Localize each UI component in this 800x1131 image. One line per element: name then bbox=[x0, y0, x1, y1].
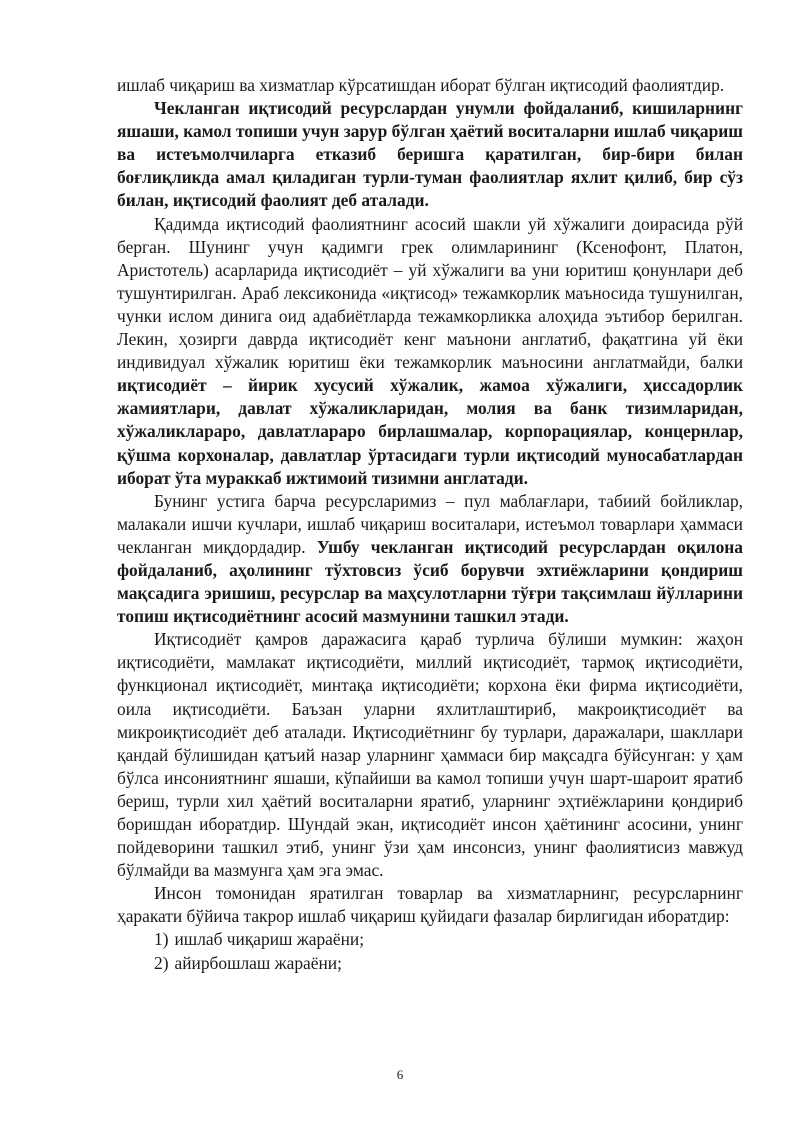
list-item bbox=[117, 952, 743, 975]
paragraph bbox=[117, 882, 743, 928]
bold-text-run: Ушбу чекланган иқтисодий ресурслардан оқилона фойдаланиб, аҳолининг тўхтовсиз ўсиб борувчи эхтиёжларини қондириш мақсадига эришиш, ресурслар ва маҳсулотларни тўғри тақсимлаш йўлларини топиш иқтисодиётнинг асосий мазмунини ташкил этади. bbox=[117, 536, 744, 627]
paragraph bbox=[117, 97, 743, 212]
text-run: Иқтисодиёт қамров даражасига қараб турлича бўлиши мумкин: жаҳон иқтисодиёти, мамлакат иқтисодиёти, миллий иқтисодиёт, тармоқ иқтисодиёти, функционал иқтисодиёт, минтақа иқтисодиёти; корхона ёки фирма иқтисодиёти, оила иқтисодиёти. Баъзан уларни яхлитлаштириб, макроиқтисодиёт ва микроиқтисодиёт деб аталади. Иқтисодиётнинг бу турлари, даражалари, шакллари қандай бўлишидан қатъий назар уларнинг ҳаммаси бир мақсадга бўйсунган: у ҳам бўлса инсониятнинг яшаши, кўпайиши ва камол топиши учун шарт-шароит яратиб бериш, турли хил ҳаётий воситаларни яратиб, уларнинг эҳтиёжларини қондириб боришдан иборатдир. Шундай экан, иқтисодиёт инсон ҳаётининг асосини, унинг пойдеворини ташкил этиб, унинг ўзи ҳам инсонсиз, унинг фаолиятисиз мавжуд бўлмайди ва мазмунга ҳам эга эмас. bbox=[117, 629, 743, 881]
text-run: Бунинг устига барча ресурсларимиз – пул маблағлари, табиий бойликлар, малакали ишчи кучлари, ишлаб чиқариш воситалари, истеъмол товарлари ҳаммаси чекланган миқдордадир. bbox=[117, 490, 743, 557]
paragraph bbox=[117, 628, 743, 882]
list-item-number: 1) bbox=[154, 929, 169, 950]
bold-text-run: иқтисодиёт – йирик хусусий хўжалик, жамоа хўжалиги, ҳиссадорлик жамиятлари, давлат хўжаликларидан, молия ва банк тизимларидан, хўжаликлараро, давлатлараро бирлашмалар, корпорациялар, концернлар, қўшма корхоналар, давлатлар ўртасидаги турли иқтисодий муносабатлардан иборат ўта мураккаб ижтимоий тизимни англатади. bbox=[117, 375, 743, 488]
paragraph bbox=[117, 490, 743, 629]
paragraph bbox=[117, 74, 743, 97]
list-item-text: ишлаб чиқариш жараёни; bbox=[174, 929, 365, 950]
phase-list bbox=[117, 928, 743, 974]
list-item-text: айирбошлаш жараёни; bbox=[174, 952, 342, 973]
paragraphs bbox=[117, 74, 743, 928]
text-run: ишлаб чиқариш ва хизматлар кўрсатишдан иборат бўлган иқтисодий фаолиятдир. bbox=[117, 75, 725, 95]
text-run: Қадимда иқтисодий фаолиятнинг асосий шакли уй хўжалиги доирасида рўй берган. Шунинг учун қадимги грек олимларининг (Ксенофонт, Платон, Аристотель) асарларида иқтисодиёт – уй хўжалиги ва уни юритиш қонунлари деб тушунтирилган. Араб лексиконида «иқтисод» тежамкорлик маъносида тушунилган, чунки ислом динига оид адабиётларда тежамкорликка алоҳида эътибор берилган. Лекин, ҳозирги даврда иқтисодиёт кенг маънони англатиб, фақатгина уй ёки индивидуал хўжалик юритиш ёки тежамкорлик маъносини англатмайди, балки bbox=[117, 213, 743, 373]
bold-text-run: Чекланган иқтисодий ресурслардан унумли фойдаланиб, кишиларнинг яшаши, камол топиши учун зарур бўлган ҳаётий воситаларни ишлаб чиқариш ва истеъмолчиларга етказиб беришга қаратилган, бир-бири билан боғлиқликда амал қиладиган турли-туман фаолиятлар яхлит қилиб, бир сўз билан, иқтисодий фаолият деб аталади. bbox=[117, 98, 743, 211]
list-item bbox=[117, 928, 743, 951]
list-item-number: 2) bbox=[154, 952, 169, 973]
page-number: 6 bbox=[396, 1067, 404, 1082]
text-run: Инсон томонидан яратилган товарлар ва хизматларнинг, ресурсларнинг ҳаракати бўйича такрор ишлаб чиқариш қуйидаги фазалар бирлигидан иборатдир: bbox=[117, 883, 743, 927]
document-body bbox=[117, 74, 743, 975]
paragraph bbox=[117, 213, 743, 490]
